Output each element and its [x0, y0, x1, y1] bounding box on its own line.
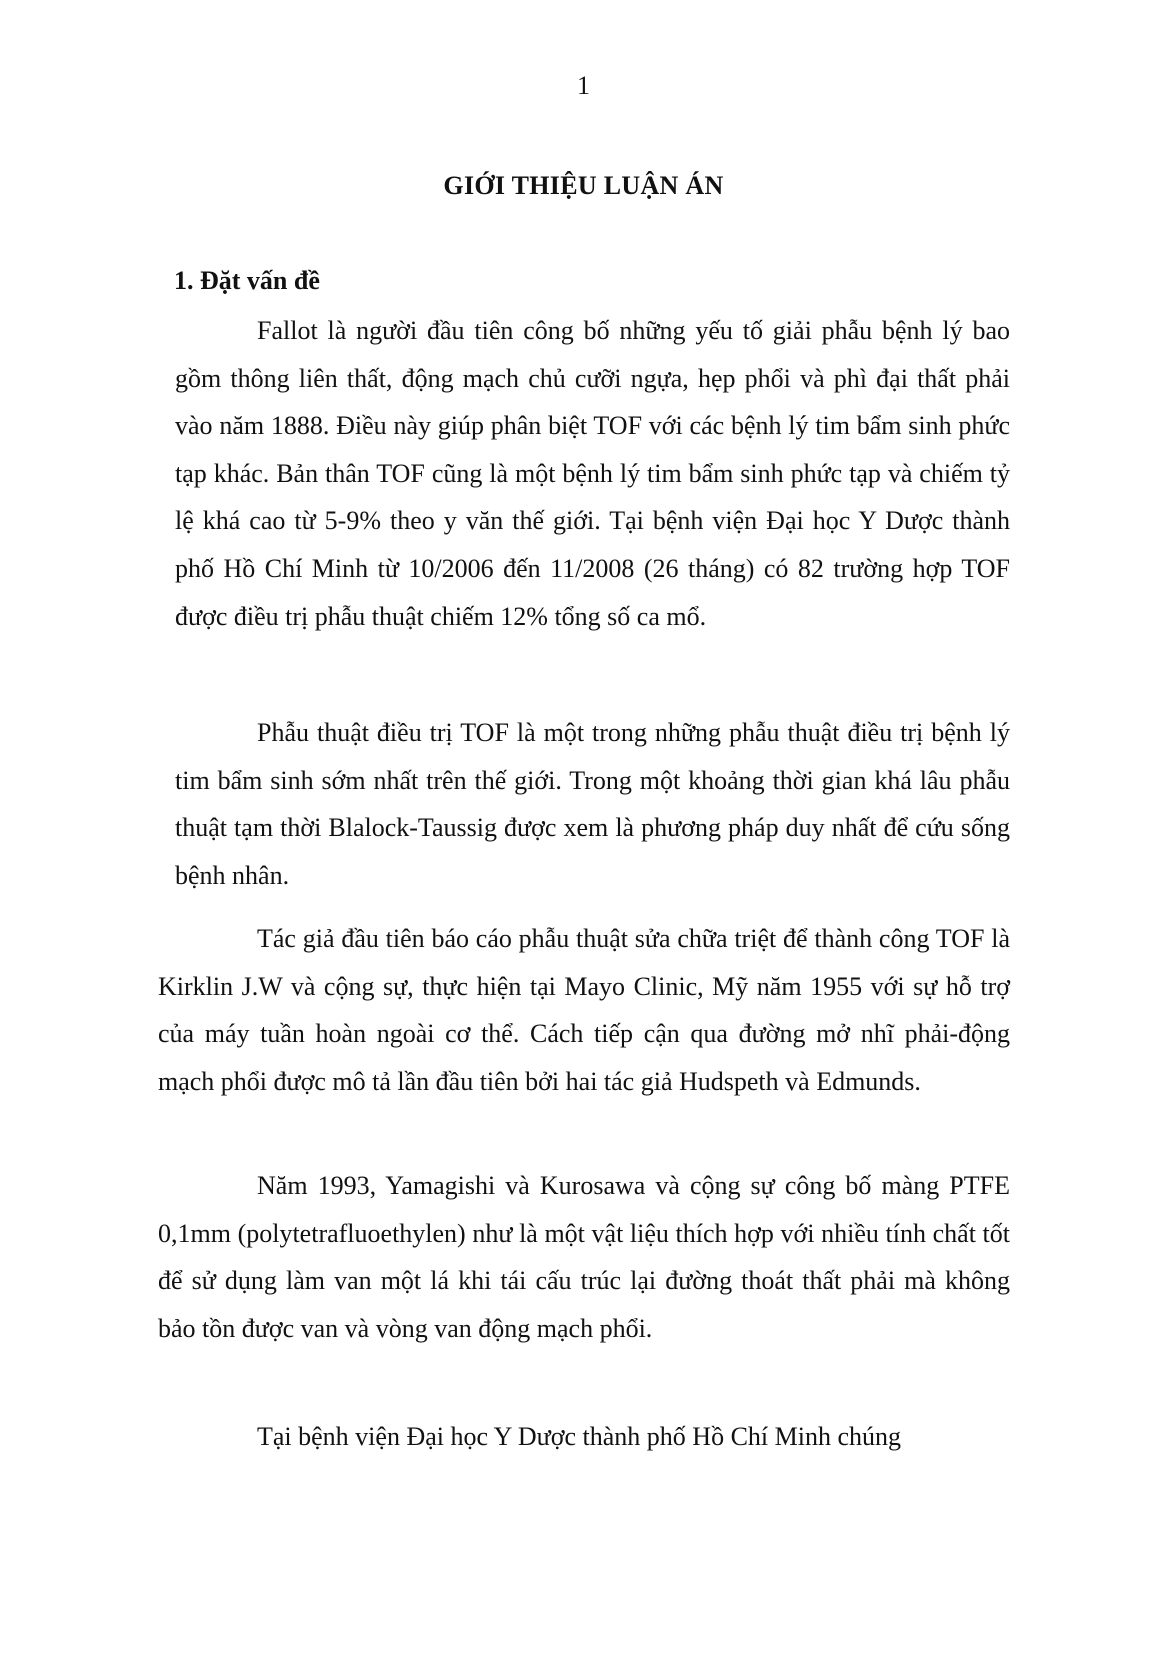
page-number: 1 [577, 71, 590, 100]
page-title: GIỚI THIỆU LUẬN ÁN [443, 171, 724, 200]
paragraph-1: Fallot là người đầu tiên công bố những yếu tố giải phẫu bệnh lý bao gồm thông liên thất, động mạch chủ cưỡi ngựa, hẹp phổi và phì đại thất phải vào năm 1888. Điều này giúp phân biệt TOF với các bệnh lý tim bẩm sinh phức tạp khác. Bản thân TOF cũng là một bệnh lý tim bẩm sinh phức tạp và chiếm tỷ lệ khá cao từ 5-9% theo y văn thế giới. Tại bệnh viện Đại học Y Dược thành phố Hồ Chí Minh từ 10/2006 đến 11/2008 (26 tháng) có 82 trường hợp TOF được điều trị phẫu thuật chiếm 12% tổng số ca mổ. [175, 316, 1010, 631]
paragraph-4: Năm 1993, Yamagishi và Kurosawa và cộng sự công bố màng PTFE 0,1mm (polytetrafluoethylen) như là một vật liệu thích hợp với nhiều tính chất tốt để sử dụng làm van một lá khi tái cấu trúc lại đường thoát thất phải mà không bảo tồn được van và vòng van động mạch phổi. [158, 1171, 1010, 1343]
paragraph-5: Tại bệnh viện Đại học Y Dược thành phố Hồ Chí Minh chúng [257, 1422, 902, 1451]
paragraph-2: Phẫu thuật điều trị TOF là một trong những phẫu thuật điều trị bệnh lý tim bẩm sinh sớm nhất trên thế giới. Trong một khoảng thời gian khá lâu phẫu thuật tạm thời Blalock-Taussig được xem là phương pháp duy nhất để cứu sống bệnh nhân. [175, 718, 1010, 890]
paragraph-3: Tác giả đầu tiên báo cáo phẫu thuật sửa chữa triệt để thành công TOF là Kirklin J.W và cộng sự, thực hiện tại Mayo Clinic, Mỹ năm 1955 với sự hỗ trợ của máy tuần hoàn ngoài cơ thể. Cách tiếp cận qua đường mở nhĩ phải-động mạch phổi được mô tả lần đầu tiên bởi hai tác giả Hudspeth và Edmunds. [158, 924, 1010, 1096]
section-heading: 1. Đặt vấn đề [174, 266, 320, 295]
